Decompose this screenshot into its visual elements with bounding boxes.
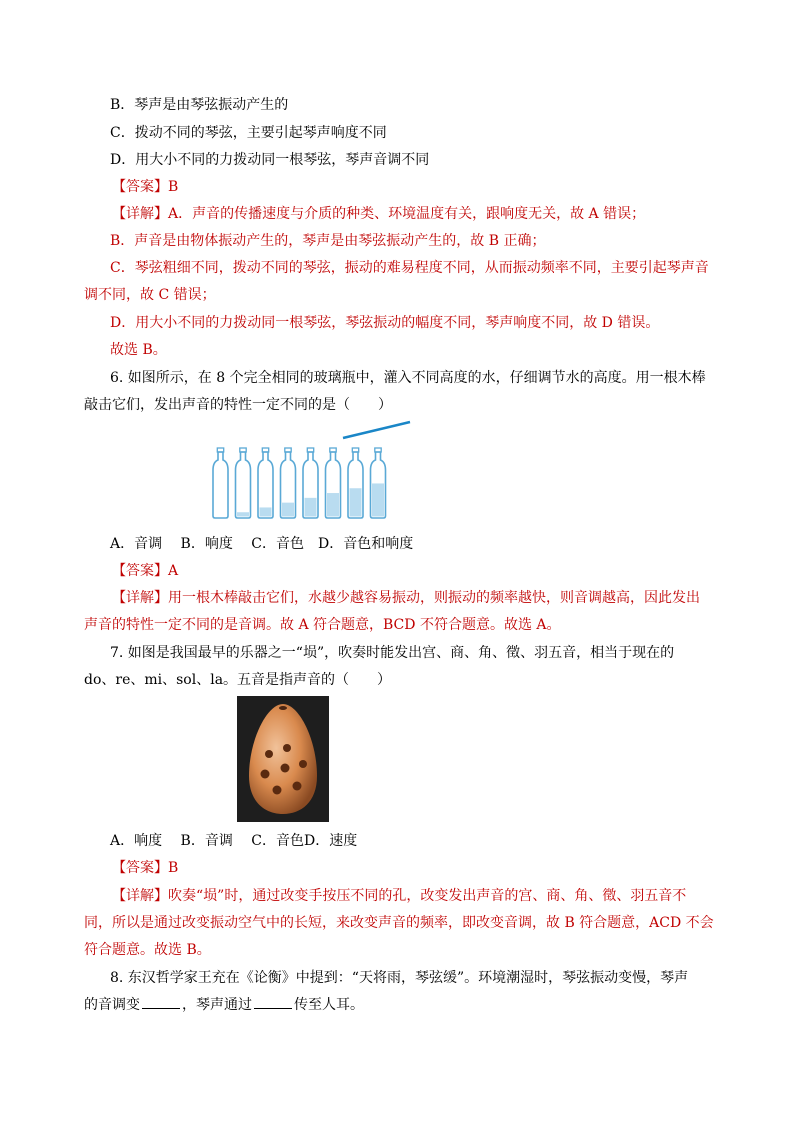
detail-tag: 【详解】: [112, 590, 168, 606]
water-level: [260, 507, 272, 516]
water-level: [327, 493, 339, 516]
answer-blank-1[interactable]: [142, 996, 180, 1009]
bottle-mouth: [262, 448, 268, 452]
q6-detail-line1: 【详解】用一根木棒敲击它们，水越少越容易振动，则振动的频率越快，则音调越高，因此发出: [112, 590, 700, 606]
bottle-mouth: [375, 448, 381, 452]
glass-bottle: [213, 448, 228, 518]
bottle-outline: [213, 452, 228, 518]
q6-options: A．音调 B．响度 C．音色 D．音色和响度: [110, 536, 414, 552]
glass-bottle: [281, 448, 296, 518]
detail-tag: 【详解】: [112, 206, 168, 222]
q5-detail-b: B．声音是由物体振动产生的，琴声是由琴弦振动产生的，故 B 正确；: [110, 233, 546, 249]
bottle-mouth: [285, 448, 291, 452]
q7-detail-line2: 同，所以是通过改变振动空气中的长短，来改变声音的频率，即改变音调，故 B 符合题意，ACD 不会: [84, 915, 714, 931]
glass-bottle: [371, 448, 386, 518]
answer-tag: 【答案】: [112, 563, 168, 579]
bottle-mouth: [352, 448, 358, 452]
answer-tag: 【答案】: [112, 860, 168, 876]
q8-stem-line1: 8. 东汉哲学家王充在《论衡》中提到：“天将雨，琴弦缓”。环境潮湿时，琴弦振动变慢，琴声: [110, 970, 689, 986]
q7-answer: [112, 857, 178, 877]
answer-value: B: [168, 860, 179, 876]
bottle-mouth: [330, 448, 336, 452]
q6-answer: [112, 560, 178, 580]
q7-detail-line3: 符合题意。故选 B。: [84, 942, 211, 958]
q5-detail-c1: C．琴弦粗细不同，拨动不同的琴弦，振动的难易程度不同，从而振动频率不同，主要引起琴声音: [110, 260, 709, 276]
water-level: [237, 512, 249, 516]
water-level: [350, 488, 362, 516]
glass-bottle: [326, 448, 341, 518]
detail-tag: 【详解】: [112, 888, 168, 904]
glass-bottle: [348, 448, 363, 518]
answer-value: B: [168, 179, 179, 195]
glass-bottle: [303, 448, 318, 518]
q5-conclusion: 故选 B。: [110, 342, 167, 358]
answer-value: A: [168, 563, 179, 579]
answer-blank-2[interactable]: [254, 996, 292, 1009]
bottle-outline: [236, 452, 251, 518]
q7-detail-line1: 【详解】吹奏“埙”时，通过改变手按压不同的孔，改变发出声音的宫、商、角、徵、羽五音不: [112, 888, 687, 904]
water-level: [372, 483, 384, 516]
bottles-figure: [205, 418, 415, 524]
bottle-mouth: [217, 448, 223, 452]
q5-detail-c2: 调不同，故 C 错误；: [84, 287, 216, 303]
q5-detail-d: D．用大小不同的力拨动同一根琴弦，琴弦振动的幅度不同，琴声响度不同，故 D 错误。: [110, 315, 660, 331]
q7-stem-line2: do、re、mi、sol、la。五音是指声音的（ ）: [84, 672, 392, 688]
q6-stem-line2: 敲击它们，发出声音的特性一定不同的是（ ）: [84, 397, 392, 413]
water-level: [305, 498, 317, 517]
wooden-stick: [343, 422, 410, 438]
bottle-group: [213, 448, 386, 518]
q8-stem-line2: 的音调变 ，琴声通过 传至人耳。: [84, 997, 364, 1013]
q5-option-d: D．用大小不同的力拨动同一根琴弦，琴声音调不同: [110, 152, 430, 168]
q5-detail-a: 【详解】A．声音的传播速度与介质的种类、环境温度有关，跟响度无关，故 A 错误；: [112, 206, 646, 222]
q7-options: A．响度 B．音调 C．音色D．速度: [110, 833, 358, 849]
bottle-mouth: [307, 448, 313, 452]
q7-stem-line1: 7. 如图是我国最早的乐器之一“埙”，吹奏时能发出宫、商、角、徵、羽五音，相当于现在的: [110, 645, 675, 661]
xun-icon: [237, 696, 329, 822]
q5-answer: [112, 176, 178, 196]
glass-bottle: [236, 448, 251, 518]
glass-bottle: [258, 448, 273, 518]
q5-option-c: C．拨动不同的琴弦，主要引起琴声响度不同: [110, 125, 387, 141]
water-level: [282, 503, 294, 517]
q6-stem-line1: 6. 如图所示，在 8 个完全相同的玻璃瓶中，灌入不同高度的水，仔细调节水的高度。用一根木棒: [110, 370, 706, 386]
answer-tag: 【答案】: [112, 179, 168, 195]
bottle-mouth: [240, 448, 246, 452]
xun-photo: [237, 696, 329, 822]
q6-detail-line2: 声音的特性一定不同的是音调。故 A 符合题意，BCD 不符合题意。故选 A。: [84, 617, 561, 633]
q5-option-b: B．琴声是由琴弦振动产生的: [110, 97, 289, 113]
